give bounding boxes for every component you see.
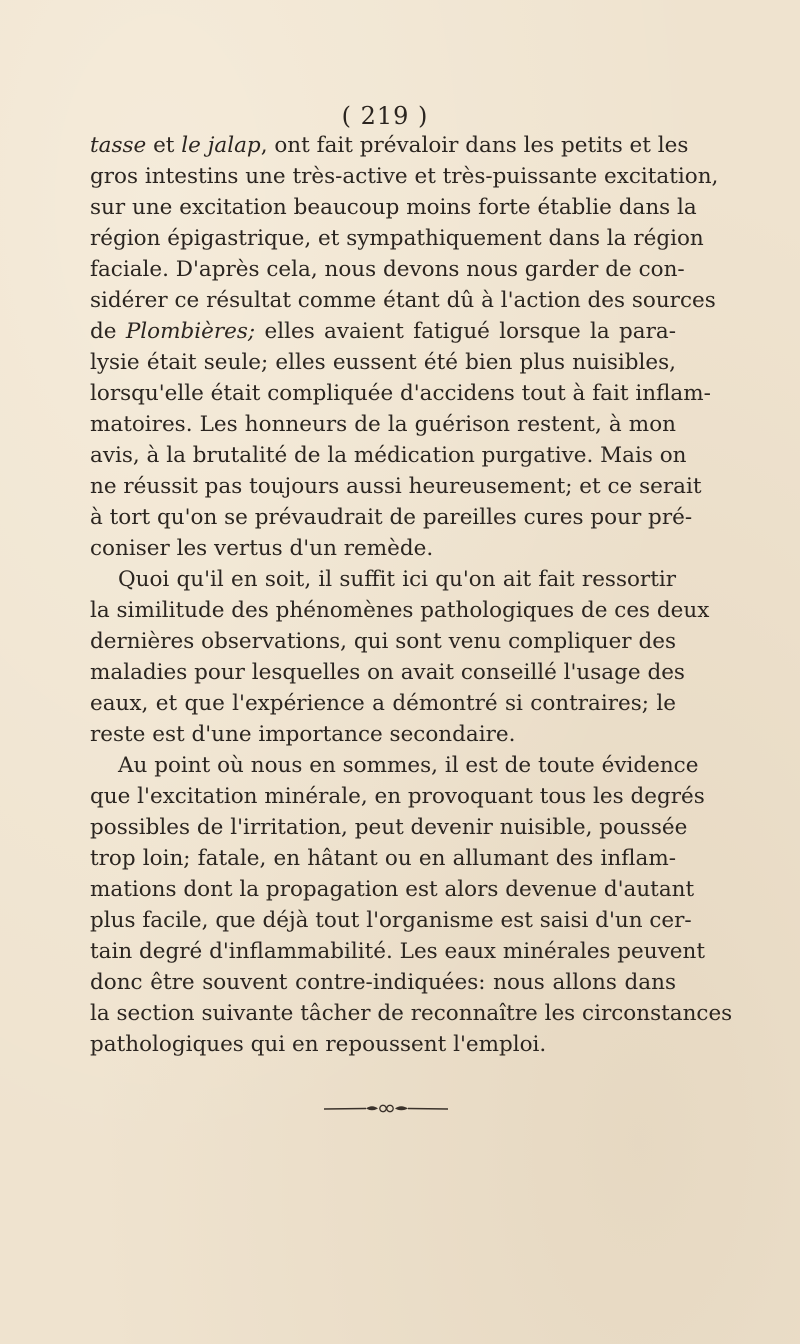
italic-term: tasse xyxy=(90,133,147,158)
text-line-5: faciale. D'après cela, nous devons nous garder de con- xyxy=(90,257,685,282)
text-line-26: plus facile, que déjà tout l'organisme est saisi d'un cer- xyxy=(90,908,692,933)
text-line-20: reste est d'une importance secondaire. xyxy=(90,722,516,747)
text-line-2: gros intestins une très-active et très-puissante excitation, xyxy=(90,164,719,189)
italic-term: le jalap xyxy=(181,133,261,158)
text-line-23: possibles de l'irritation, peut devenir nuisible, poussée xyxy=(90,815,688,840)
text-line-3: sur une excitation beaucoup moins forte établie dans la xyxy=(90,195,697,220)
text-line-22: que l'excitation minérale, en provoquant tous les degrés xyxy=(90,784,705,809)
text-line-9: lorsqu'elle était compliquée d'accidens tout à fait inflam- xyxy=(90,381,711,406)
text-line-14: coniser les vertus d'un remède. xyxy=(90,536,434,561)
text-line-1: tasse et le jalap, ont fait prévaloir dans les petits et les xyxy=(90,133,689,158)
text-line-17: dernières observations, qui sont venu compliquer des xyxy=(90,629,676,654)
text-line-28: donc être souvent contre-indiquées: nous allons dans xyxy=(90,970,676,995)
text-line-11: avis, à la brutalité de la médication purgative. Mais on xyxy=(90,443,687,468)
text-line-29: la section suivante tâcher de reconnaître les circonstances xyxy=(90,1001,733,1026)
body-text xyxy=(90,130,733,1060)
text-line-8: lysie était seule; elles eussent été bien plus nuisibles, xyxy=(90,350,676,375)
text-line-7: de Plombières; elles avaient fatigué lorsque la para- xyxy=(90,319,676,344)
text-line-19: eaux, et que l'expérience a démontré si contraires; le xyxy=(90,691,676,716)
text-line-15: Quoi qu'il en soit, il suffit ici qu'on ait fait ressortir xyxy=(118,567,676,592)
text-line-4: région épigastrique, et sympathiquement dans la région xyxy=(90,226,704,251)
text-line-30: pathologiques qui en repoussent l'emploi. xyxy=(90,1032,547,1057)
text-line-27: tain degré d'inflammabilité. Les eaux minérales peuvent xyxy=(90,939,705,964)
text-line-6: sidérer ce résultat comme étant dû à l'action des sources xyxy=(90,288,716,313)
text-line-25: mations dont la propagation est alors devenue d'autant xyxy=(90,877,695,902)
text-line-16: la similitude des phénomènes pathologiques de ces deux xyxy=(90,598,710,623)
italic-place-name: Plombières; xyxy=(125,319,256,344)
text-line-24: trop loin; fatale, en hâtant ou en allumant des inflam- xyxy=(90,846,676,871)
page-number: ( 219 ) xyxy=(341,102,429,130)
fleuron-divider-icon xyxy=(322,1100,452,1116)
text-line-21: Au point où nous en sommes, il est de toute évidence xyxy=(118,753,699,778)
text-line-10: matoires. Les honneurs de la guérison restent, à mon xyxy=(90,412,676,437)
text-line-12: ne réussit pas toujours aussi heureusement; et ce serait xyxy=(90,474,702,499)
text-line-18: maladies pour lesquelles on avait conseillé l'usage des xyxy=(90,660,685,685)
text-line-13: à tort qu'on se prévaudrait de pareilles cures pour pré- xyxy=(90,505,693,530)
